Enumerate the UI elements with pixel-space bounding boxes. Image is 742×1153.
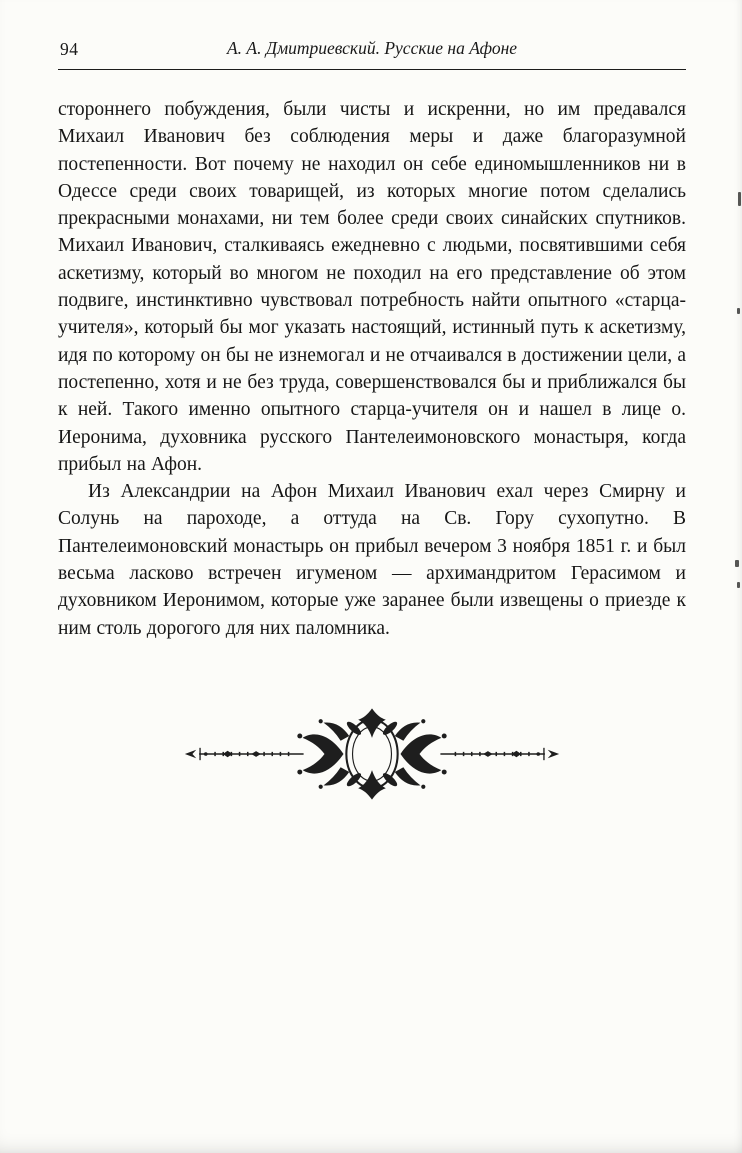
scan-artifact — [737, 582, 740, 588]
scan-artifact — [735, 560, 739, 567]
page-number: 94 — [60, 39, 79, 59]
page-header — [58, 38, 686, 62]
text-block — [58, 96, 686, 642]
ornament-divider — [58, 706, 686, 807]
scan-artifact — [737, 308, 740, 314]
header-rule — [58, 69, 686, 70]
paragraph-1: стороннего побуждения, были чисты и искренни, но им предавался Михаил Иванович без соблюдения меры и даже благоразумной постепенности. Вот почему не находил он себе единомышленников ни в Одессе среди своих товарищей, из которых многие потом сделались прекрасными монахами, ни тем более среди своих синайских спутников. Михаил Иванович, сталкиваясь ежедневно с людьми, посвятившими себя аскетизму, который во многом не походил на его представление об этом подвиге, инстинктивно чувствовал потребность найти опытного «старца-учителя», который бы мог указать настоящий, истинный путь к аскетизму, идя по которому он бы не изнемогал и не отчаивался в достижении цели, а постепенно, хотя и не без труда, совершенствовался бы и приближался бы к ней. Такого именно опытного старца-учителя он и нашел в лице о. Иеронима, духовника русского Пантелеимоновского монастыря, когда прибыл на Афон. — [58, 99, 686, 475]
paragraph-2: Из Александрии на Афон Михаил Иванович ехал через Смирну и Солунь на пароходе, а оттуда на Св. Гору сухопутно. В Пантелеимоновский монастырь он прибыл вечером 3 ноября 1851 г. и был весьма ласково встречен игуменом — архимандритом Герасимом и духовником Иеронимом, которые уже заранее были извещены о приезде к ним столь дорогого для них паломника. — [58, 481, 686, 639]
floral-ornament-icon — [182, 706, 562, 802]
scan-artifact — [738, 192, 741, 206]
running-title: А. А. Дмитриевский. Русские на Афоне — [226, 38, 518, 58]
